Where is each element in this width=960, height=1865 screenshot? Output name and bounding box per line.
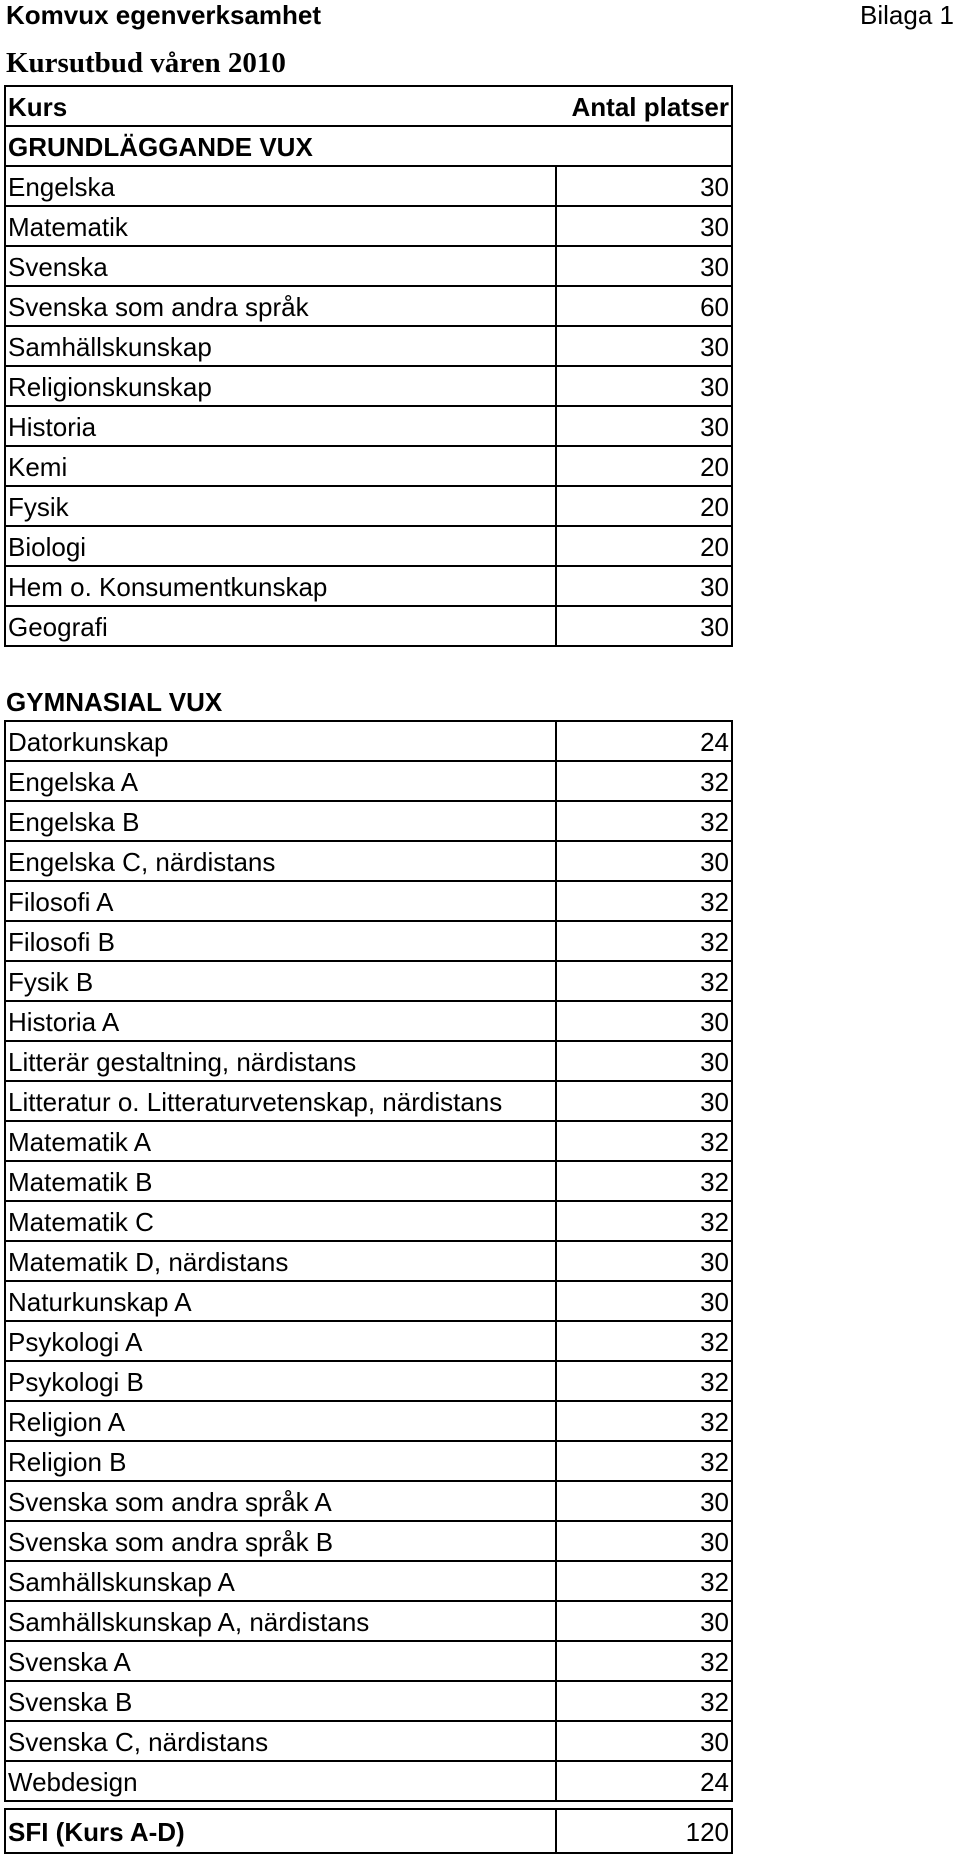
document-header-attachment: Bilaga 1	[860, 0, 954, 30]
course-seats: 32	[700, 1127, 729, 1157]
column-header-seats: Antal platser	[571, 92, 729, 122]
course-seats: 20	[700, 492, 729, 522]
course-name: Religionskunskap	[8, 372, 212, 402]
course-seats: 30	[700, 1247, 729, 1277]
table-row	[6, 962, 731, 1002]
course-seats: 20	[700, 532, 729, 562]
table-row	[4, 207, 733, 247]
course-seats: 30	[700, 172, 729, 202]
table-row	[6, 1722, 731, 1762]
course-name: Samhällskunskap A	[8, 1567, 235, 1597]
course-name: Matematik C	[8, 1207, 154, 1237]
course-seats: 32	[700, 807, 729, 837]
course-name: Religion A	[8, 1407, 126, 1437]
course-name: Matematik B	[8, 1167, 153, 1197]
course-seats: 30	[700, 252, 729, 282]
course-seats: 30	[700, 1087, 729, 1117]
document-subtitle: Kursutbud våren 2010	[6, 47, 286, 79]
course-seats: 32	[700, 1567, 729, 1597]
course-seats: 30	[700, 1527, 729, 1557]
course-name: Datorkunskap	[8, 727, 169, 757]
course-seats: 32	[700, 1407, 729, 1437]
course-seats: 24	[700, 727, 729, 757]
course-seats: 32	[700, 1207, 729, 1237]
table-row	[6, 1202, 731, 1242]
table-row	[6, 882, 731, 922]
table-row	[6, 1242, 731, 1282]
course-name: Engelska B	[8, 807, 140, 837]
table-row	[6, 1282, 731, 1322]
course-name: Psykologi A	[8, 1327, 143, 1357]
course-name: Kemi	[8, 452, 68, 482]
document-header-org: Komvux egenverksamhet	[6, 0, 322, 30]
course-seats: 30	[700, 332, 729, 362]
course-name: Samhällskunskap	[8, 332, 212, 362]
table-row	[4, 607, 733, 647]
table-row	[6, 1402, 731, 1442]
course-seats: 30	[700, 1047, 729, 1077]
table-row	[6, 1762, 731, 1802]
course-name: Engelska C, närdistans	[8, 847, 276, 877]
course-seats: 32	[700, 967, 729, 997]
course-name: Historia	[8, 412, 97, 442]
course-name: Hem o. Konsumentkunskap	[8, 572, 328, 602]
course-seats: 30	[700, 412, 729, 442]
table-row	[6, 1362, 731, 1402]
course-name: Filosofi A	[8, 887, 114, 917]
course-seats: 30	[700, 1007, 729, 1037]
course-seats: 24	[700, 1767, 729, 1797]
course-name: Samhällskunskap A, närdistans	[8, 1607, 370, 1637]
sfi-name: SFI (Kurs A-D)	[8, 1817, 185, 1847]
course-name: Historia A	[8, 1007, 120, 1037]
course-seats: 30	[700, 1487, 729, 1517]
course-name: Svenska som andra språk	[8, 292, 309, 322]
course-name: Matematik A	[8, 1127, 152, 1157]
course-name: Geografi	[8, 612, 108, 642]
table-row	[6, 1322, 731, 1362]
course-name: Naturkunskap A	[8, 1287, 192, 1317]
table-row	[6, 802, 731, 842]
table-row	[4, 167, 733, 207]
table-row	[6, 1602, 731, 1642]
course-seats: 32	[700, 1367, 729, 1397]
course-seats: 30	[700, 847, 729, 877]
table-row	[4, 567, 733, 607]
course-seats: 30	[700, 1607, 729, 1637]
course-seats: 30	[700, 372, 729, 402]
course-seats: 30	[700, 1727, 729, 1757]
course-name: Svenska som andra språk B	[8, 1527, 334, 1557]
course-seats: 30	[700, 572, 729, 602]
course-seats: 30	[700, 612, 729, 642]
table-row	[6, 1522, 731, 1562]
course-seats: 32	[700, 1647, 729, 1677]
table-row	[6, 1122, 731, 1162]
sfi-seats: 120	[685, 1817, 729, 1847]
course-name: Fysik B	[8, 967, 94, 997]
course-name: Svenska B	[8, 1687, 133, 1717]
course-seats: 32	[700, 927, 729, 957]
table-row	[6, 842, 731, 882]
table-row	[6, 722, 731, 762]
table-row	[6, 1442, 731, 1482]
table-header-row	[4, 85, 733, 127]
table-row	[6, 1482, 731, 1522]
course-name: Svenska som andra språk A	[8, 1487, 332, 1517]
course-seats: 32	[700, 1327, 729, 1357]
course-name: Psykologi B	[8, 1367, 144, 1397]
course-seats: 32	[700, 1447, 729, 1477]
course-name: Litteratur o. Litteraturvetenskap, närdistans	[8, 1087, 503, 1117]
table-row	[6, 762, 731, 802]
table-row	[6, 1002, 731, 1042]
course-seats: 32	[700, 1167, 729, 1197]
table-row	[4, 247, 733, 287]
course-seats: 32	[700, 887, 729, 917]
table-row	[6, 1562, 731, 1602]
course-name: Filosofi B	[8, 927, 115, 957]
column-header-course: Kurs	[8, 92, 68, 122]
course-name: Matematik	[8, 212, 128, 242]
course-name: Matematik D, närdistans	[8, 1247, 289, 1277]
table-row	[4, 367, 733, 407]
table-row	[4, 447, 733, 487]
course-table-gymnasial	[4, 720, 733, 1802]
course-name: Religion B	[8, 1447, 127, 1477]
course-name: Fysik	[8, 492, 69, 522]
course-name: Engelska A	[8, 767, 139, 797]
course-name: Litterär gestaltning, närdistans	[8, 1047, 357, 1077]
section-title-gymnasial: GYMNASIAL VUX	[6, 687, 223, 717]
table-row	[6, 1042, 731, 1082]
table-row	[6, 922, 731, 962]
course-seats: 30	[700, 1287, 729, 1317]
course-name: Webdesign	[8, 1767, 138, 1797]
course-name: Svenska C, närdistans	[8, 1727, 269, 1757]
table-row	[4, 527, 733, 567]
course-seats: 32	[700, 767, 729, 797]
course-name: Svenska A	[8, 1647, 131, 1677]
table-row	[6, 1642, 731, 1682]
course-seats: 60	[700, 292, 729, 322]
table-row	[4, 327, 733, 367]
course-seats: 20	[700, 452, 729, 482]
table-row	[4, 407, 733, 447]
sfi-row	[4, 1808, 733, 1854]
table-row	[6, 1682, 731, 1722]
course-name: Engelska	[8, 172, 115, 202]
section-title-grundlaggande	[4, 127, 733, 167]
course-table-grundlaggande	[4, 85, 733, 647]
table-row	[4, 287, 733, 327]
course-seats: 30	[700, 212, 729, 242]
section-title-text: GRUNDLÄGGANDE VUX	[8, 132, 313, 162]
course-seats: 32	[700, 1687, 729, 1717]
table-row	[4, 487, 733, 527]
course-name: Svenska	[8, 252, 108, 282]
table-row	[6, 1082, 731, 1122]
course-name: Biologi	[8, 532, 87, 562]
table-row	[6, 1162, 731, 1202]
